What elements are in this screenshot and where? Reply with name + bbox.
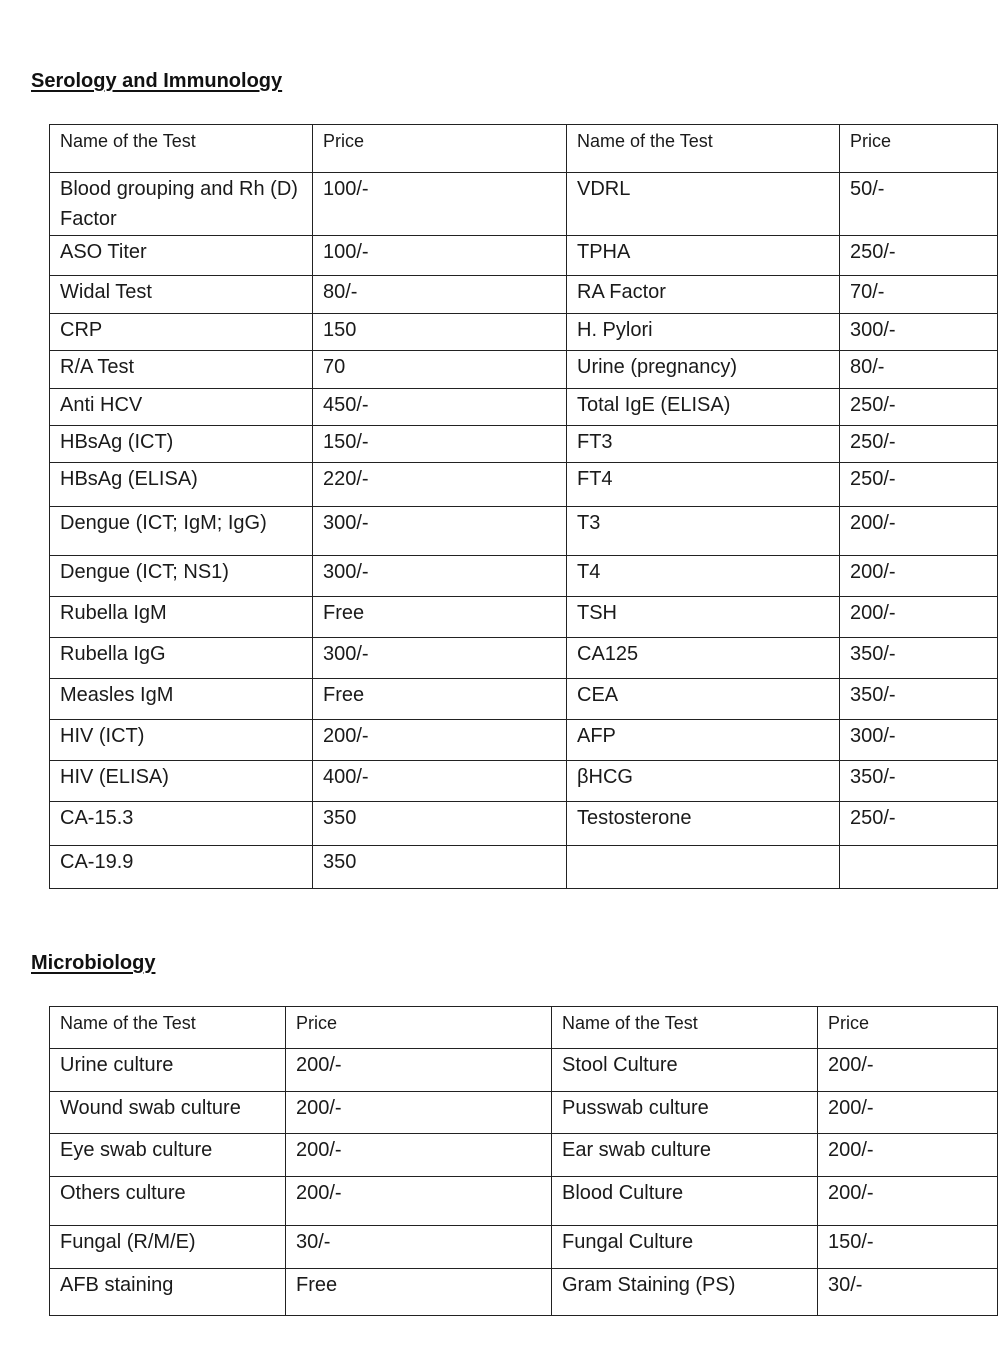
serology-price-table	[49, 124, 998, 889]
price-cell	[840, 846, 998, 889]
column-header-test-name: Name of the Test	[50, 125, 313, 173]
price-cell: 80/-	[840, 351, 998, 389]
table-row	[50, 389, 998, 426]
test-name-cell: CA125	[567, 638, 840, 679]
test-name-cell: Blood Culture	[552, 1177, 818, 1226]
price-cell: 350	[313, 846, 567, 889]
column-header-price: Price	[286, 1007, 552, 1049]
price-cell: 450/-	[313, 389, 567, 426]
test-name-cell: CEA	[567, 679, 840, 720]
price-cell: 70	[313, 351, 567, 389]
price-cell: 250/-	[840, 389, 998, 426]
table-row	[50, 236, 998, 276]
microbiology-heading: Microbiology	[31, 952, 156, 974]
price-cell: 200/-	[840, 556, 998, 597]
test-name-cell: Anti HCV	[50, 389, 313, 426]
table-row	[50, 1049, 998, 1092]
test-name-cell: Urine (pregnancy)	[567, 351, 840, 389]
price-cell: 200/-	[286, 1049, 552, 1092]
price-cell: 220/-	[313, 463, 567, 507]
test-name-cell: Dengue (ICT; IgM; IgG)	[50, 507, 313, 556]
test-name-cell: H. Pylori	[567, 314, 840, 351]
table-row	[50, 802, 998, 846]
table-row	[50, 1226, 998, 1269]
table-row	[50, 679, 998, 720]
test-name-cell: Pusswab culture	[552, 1092, 818, 1134]
price-cell: 350	[313, 802, 567, 846]
test-name-cell: Total IgE (ELISA)	[567, 389, 840, 426]
test-name-cell: Urine culture	[50, 1049, 286, 1092]
price-cell: 400/-	[313, 761, 567, 802]
price-cell: 200/-	[818, 1134, 998, 1177]
column-header-test-name: Name of the Test	[567, 125, 840, 173]
table-row	[50, 314, 998, 351]
table-row	[50, 1177, 998, 1226]
test-name-cell: RA Factor	[567, 276, 840, 314]
test-name-cell: Fungal (R/M/E)	[50, 1226, 286, 1269]
price-cell: 350/-	[840, 761, 998, 802]
test-name-cell: Rubella IgM	[50, 597, 313, 638]
column-header-price: Price	[313, 125, 567, 173]
table-row	[50, 507, 998, 556]
test-name-cell: Widal Test	[50, 276, 313, 314]
table-row	[50, 556, 998, 597]
test-name-cell: AFB staining	[50, 1269, 286, 1316]
test-name-cell: ASO Titer	[50, 236, 313, 276]
table-row	[50, 1134, 998, 1177]
table-row	[50, 597, 998, 638]
table-row	[50, 1092, 998, 1134]
table-row	[50, 1269, 998, 1316]
price-cell: Free	[313, 597, 567, 638]
price-cell: Free	[286, 1269, 552, 1316]
table-row	[50, 276, 998, 314]
column-header-test-name: Name of the Test	[552, 1007, 818, 1049]
price-cell: 350/-	[840, 638, 998, 679]
test-name-cell: CRP	[50, 314, 313, 351]
table-row	[50, 720, 998, 761]
price-cell: 30/-	[818, 1269, 998, 1316]
test-name-cell	[567, 846, 840, 889]
test-name-cell: Rubella IgG	[50, 638, 313, 679]
price-cell: 300/-	[840, 720, 998, 761]
test-name-cell: Stool Culture	[552, 1049, 818, 1092]
price-cell: 30/-	[286, 1226, 552, 1269]
price-cell: 200/-	[286, 1134, 552, 1177]
price-cell: 250/-	[840, 426, 998, 463]
table-row	[50, 846, 998, 889]
price-cell: 80/-	[313, 276, 567, 314]
column-header-price: Price	[818, 1007, 998, 1049]
test-name-cell: Measles IgM	[50, 679, 313, 720]
price-cell: 200/-	[840, 507, 998, 556]
test-name-cell: FT3	[567, 426, 840, 463]
test-name-cell: Ear swab culture	[552, 1134, 818, 1177]
test-name-cell: HBsAg (ICT)	[50, 426, 313, 463]
serology-heading: Serology and Immunology	[31, 70, 283, 92]
price-cell: 300/-	[313, 556, 567, 597]
test-name-cell: TSH	[567, 597, 840, 638]
test-name-cell: T4	[567, 556, 840, 597]
test-name-cell: R/A Test	[50, 351, 313, 389]
test-name-cell: HBsAg (ELISA)	[50, 463, 313, 507]
test-name-cell: Gram Staining (PS)	[552, 1269, 818, 1316]
test-name-cell: CA-15.3	[50, 802, 313, 846]
price-cell: 300/-	[313, 638, 567, 679]
table-row	[50, 351, 998, 389]
price-cell: 250/-	[840, 236, 998, 276]
table-row	[50, 463, 998, 507]
table-header-row	[50, 125, 998, 173]
price-cell: 300/-	[840, 314, 998, 351]
price-cell: Free	[313, 679, 567, 720]
test-name-cell: Wound swab culture	[50, 1092, 286, 1134]
test-name-cell: Fungal Culture	[552, 1226, 818, 1269]
price-cell: 350/-	[840, 679, 998, 720]
column-header-test-name: Name of the Test	[50, 1007, 286, 1049]
microbiology-price-table	[49, 1006, 998, 1316]
price-cell: 200/-	[818, 1177, 998, 1226]
price-cell: 150	[313, 314, 567, 351]
price-cell: 200/-	[818, 1049, 998, 1092]
test-name-cell: FT4	[567, 463, 840, 507]
test-name-cell: CA-19.9	[50, 846, 313, 889]
test-name-cell: VDRL	[567, 173, 840, 236]
test-name-cell: Eye swab culture	[50, 1134, 286, 1177]
column-header-price: Price	[840, 125, 998, 173]
price-cell: 250/-	[840, 463, 998, 507]
price-cell: 250/-	[840, 802, 998, 846]
test-name-cell: βHCG	[567, 761, 840, 802]
test-name-cell: Dengue (ICT; NS1)	[50, 556, 313, 597]
price-cell: 100/-	[313, 236, 567, 276]
test-name-cell: HIV (ELISA)	[50, 761, 313, 802]
price-cell: 200/-	[313, 720, 567, 761]
price-cell: 300/-	[313, 507, 567, 556]
price-cell: 70/-	[840, 276, 998, 314]
test-name-cell: TPHA	[567, 236, 840, 276]
price-cell: 200/-	[840, 597, 998, 638]
price-cell: 100/-	[313, 173, 567, 236]
test-name-cell: T3	[567, 507, 840, 556]
table-row	[50, 173, 998, 236]
test-name-cell: Blood grouping and Rh (D) Factor	[50, 173, 313, 236]
table-header-row	[50, 1007, 998, 1049]
table-row	[50, 638, 998, 679]
price-cell: 200/-	[286, 1177, 552, 1226]
test-name-cell: HIV (ICT)	[50, 720, 313, 761]
test-name-cell: Others culture	[50, 1177, 286, 1226]
test-name-cell: AFP	[567, 720, 840, 761]
price-cell: 200/-	[818, 1092, 998, 1134]
price-cell: 50/-	[840, 173, 998, 236]
test-name-cell: Testosterone	[567, 802, 840, 846]
price-cell: 200/-	[286, 1092, 552, 1134]
price-cell: 150/-	[313, 426, 567, 463]
table-row	[50, 426, 998, 463]
price-cell: 150/-	[818, 1226, 998, 1269]
table-row	[50, 761, 998, 802]
